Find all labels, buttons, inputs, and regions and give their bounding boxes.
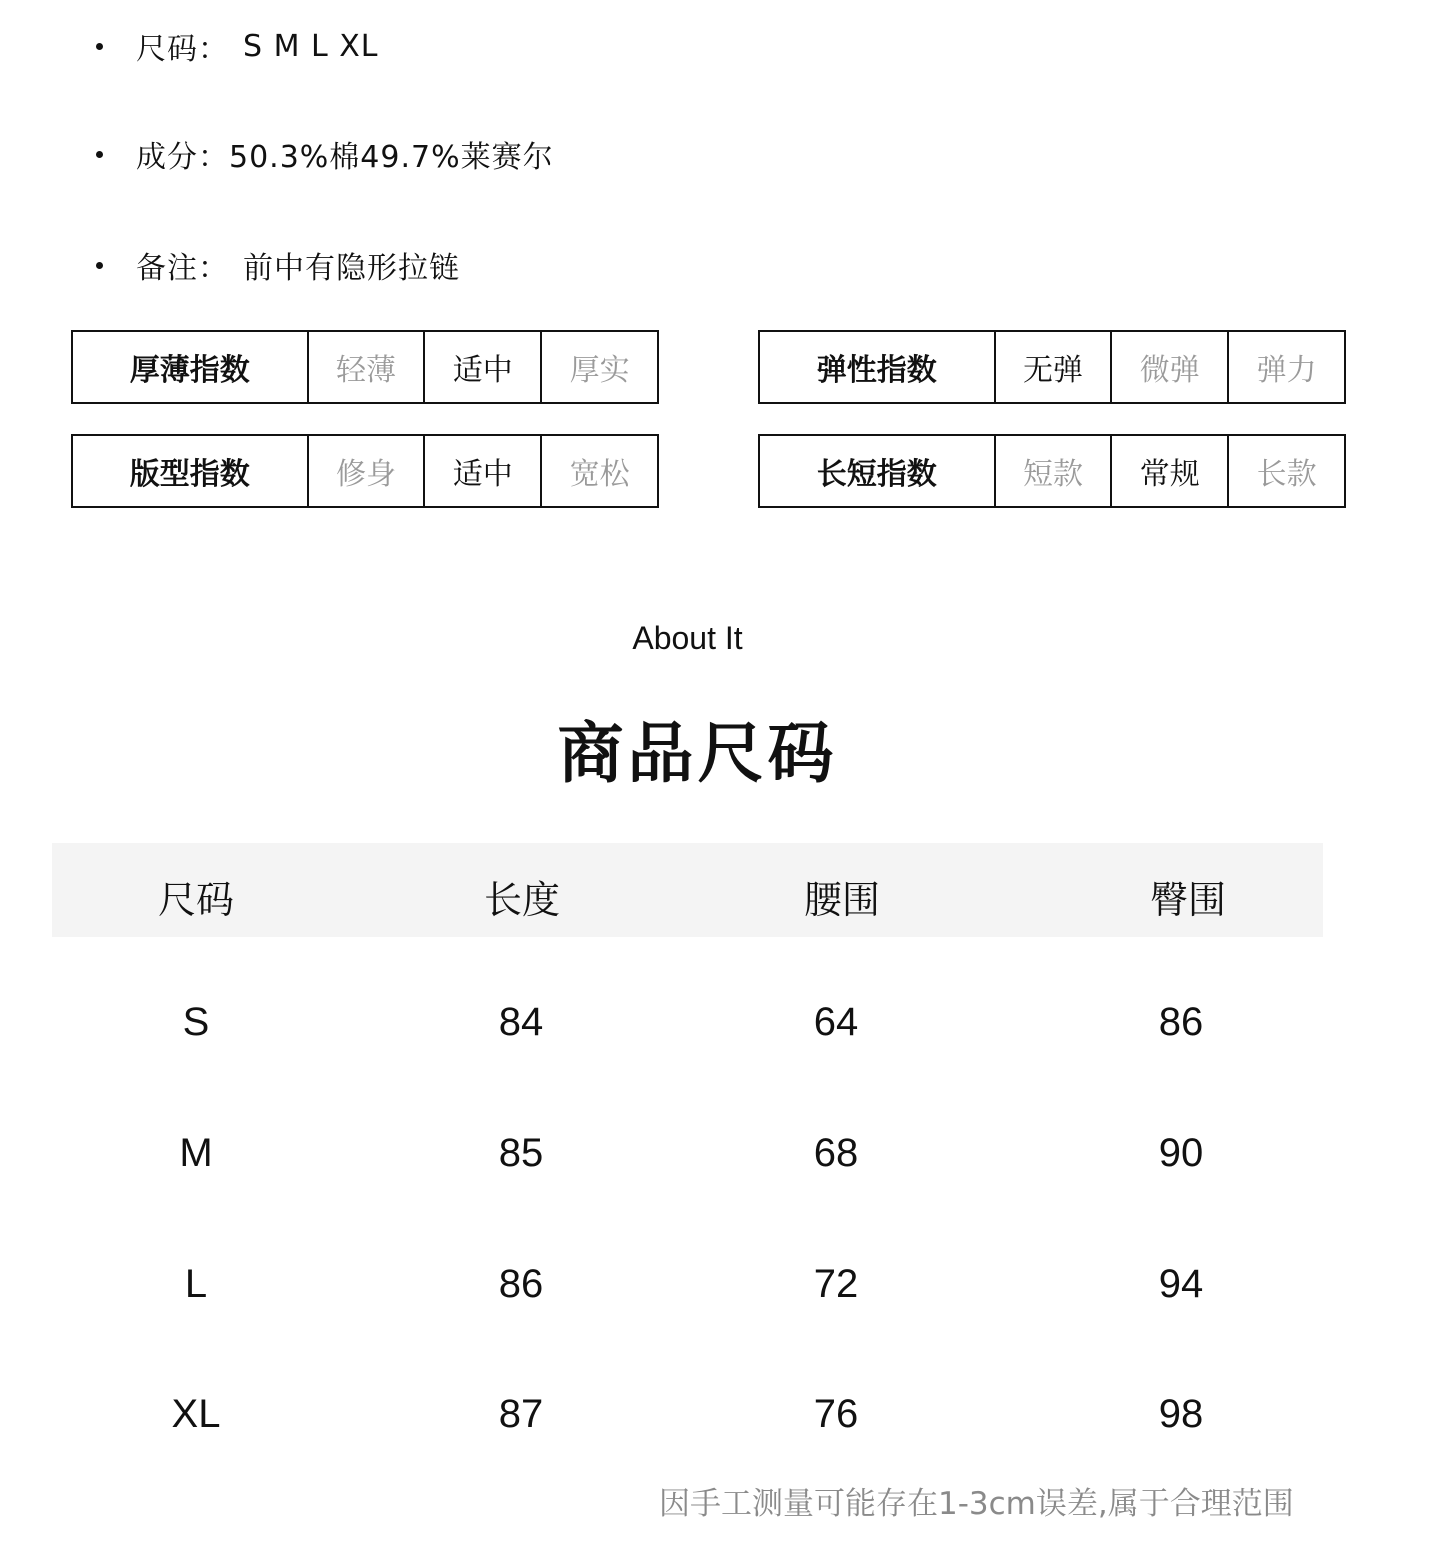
spec-item-size	[96, 26, 379, 66]
section-subtitle: About It	[632, 620, 743, 656]
index-table-length	[758, 434, 1346, 508]
size-table-cell: 68	[813, 1131, 859, 1175]
index-option-selected: 无弹	[994, 332, 1111, 402]
size-table-header-cell: 臀围	[1149, 878, 1227, 922]
index-option: 短款	[994, 436, 1111, 506]
index-option-selected: 常规	[1110, 436, 1227, 506]
bullet-dot-icon	[96, 43, 103, 50]
index-option: 微弹	[1110, 332, 1227, 402]
spec-value: 50.3%棉49.7%莱赛尔	[229, 140, 554, 175]
spec-item-material	[96, 134, 554, 174]
index-name: 版型指数	[129, 457, 250, 492]
size-table-cell: 72	[813, 1262, 859, 1306]
spec-value: S M L XL	[243, 28, 379, 64]
index-option: 宽松	[540, 436, 657, 506]
index-table-fit	[71, 434, 659, 508]
section-title: 商品尺码	[557, 715, 838, 792]
size-table-cell: 84	[498, 1000, 544, 1044]
size-table-cell: 86	[498, 1262, 544, 1306]
size-table-cell: M	[179, 1131, 213, 1175]
index-option-selected: 适中	[423, 436, 540, 506]
size-table-cell: 76	[813, 1392, 859, 1436]
bullet-dot-icon	[96, 151, 103, 158]
size-table-cell: S	[182, 1000, 210, 1044]
size-table-cell: 90	[1158, 1131, 1204, 1175]
index-option: 长款	[1227, 436, 1344, 506]
size-table-cell: L	[184, 1262, 208, 1306]
index-option-selected: 适中	[423, 332, 540, 402]
size-table-cell: XL	[171, 1392, 221, 1436]
size-table-cell: 86	[1158, 1000, 1204, 1044]
size-table-cell: 94	[1158, 1262, 1204, 1306]
index-name: 弹性指数	[816, 353, 937, 388]
index-name: 厚薄指数	[129, 353, 250, 388]
bullet-dot-icon	[96, 262, 103, 269]
index-table-thickness	[71, 330, 659, 404]
spec-label: 备注：	[136, 251, 229, 286]
index-option: 厚实	[540, 332, 657, 402]
size-table-header-cell: 尺码	[157, 878, 235, 922]
index-table-elasticity	[758, 330, 1346, 404]
size-table-cell: 87	[498, 1392, 544, 1436]
size-table-cell: 98	[1158, 1392, 1204, 1436]
spec-item-note	[96, 245, 460, 285]
size-table-header-cell: 腰围	[803, 878, 881, 922]
size-table-cell: 85	[498, 1131, 544, 1175]
measurement-note: 因手工测量可能存在1-3cm误差,属于合理范围	[659, 1486, 1294, 1522]
size-table-header	[52, 843, 1323, 937]
spec-label: 成分：	[136, 140, 229, 175]
index-option: 修身	[307, 436, 424, 506]
index-option: 弹力	[1227, 332, 1344, 402]
size-table-header-cell: 长度	[483, 878, 561, 922]
spec-label: 尺码：	[136, 32, 229, 67]
index-name: 长短指数	[816, 457, 937, 492]
index-option: 轻薄	[307, 332, 424, 402]
size-table-cell: 64	[813, 1000, 859, 1044]
spec-value: 前中有隐形拉链	[243, 251, 460, 286]
